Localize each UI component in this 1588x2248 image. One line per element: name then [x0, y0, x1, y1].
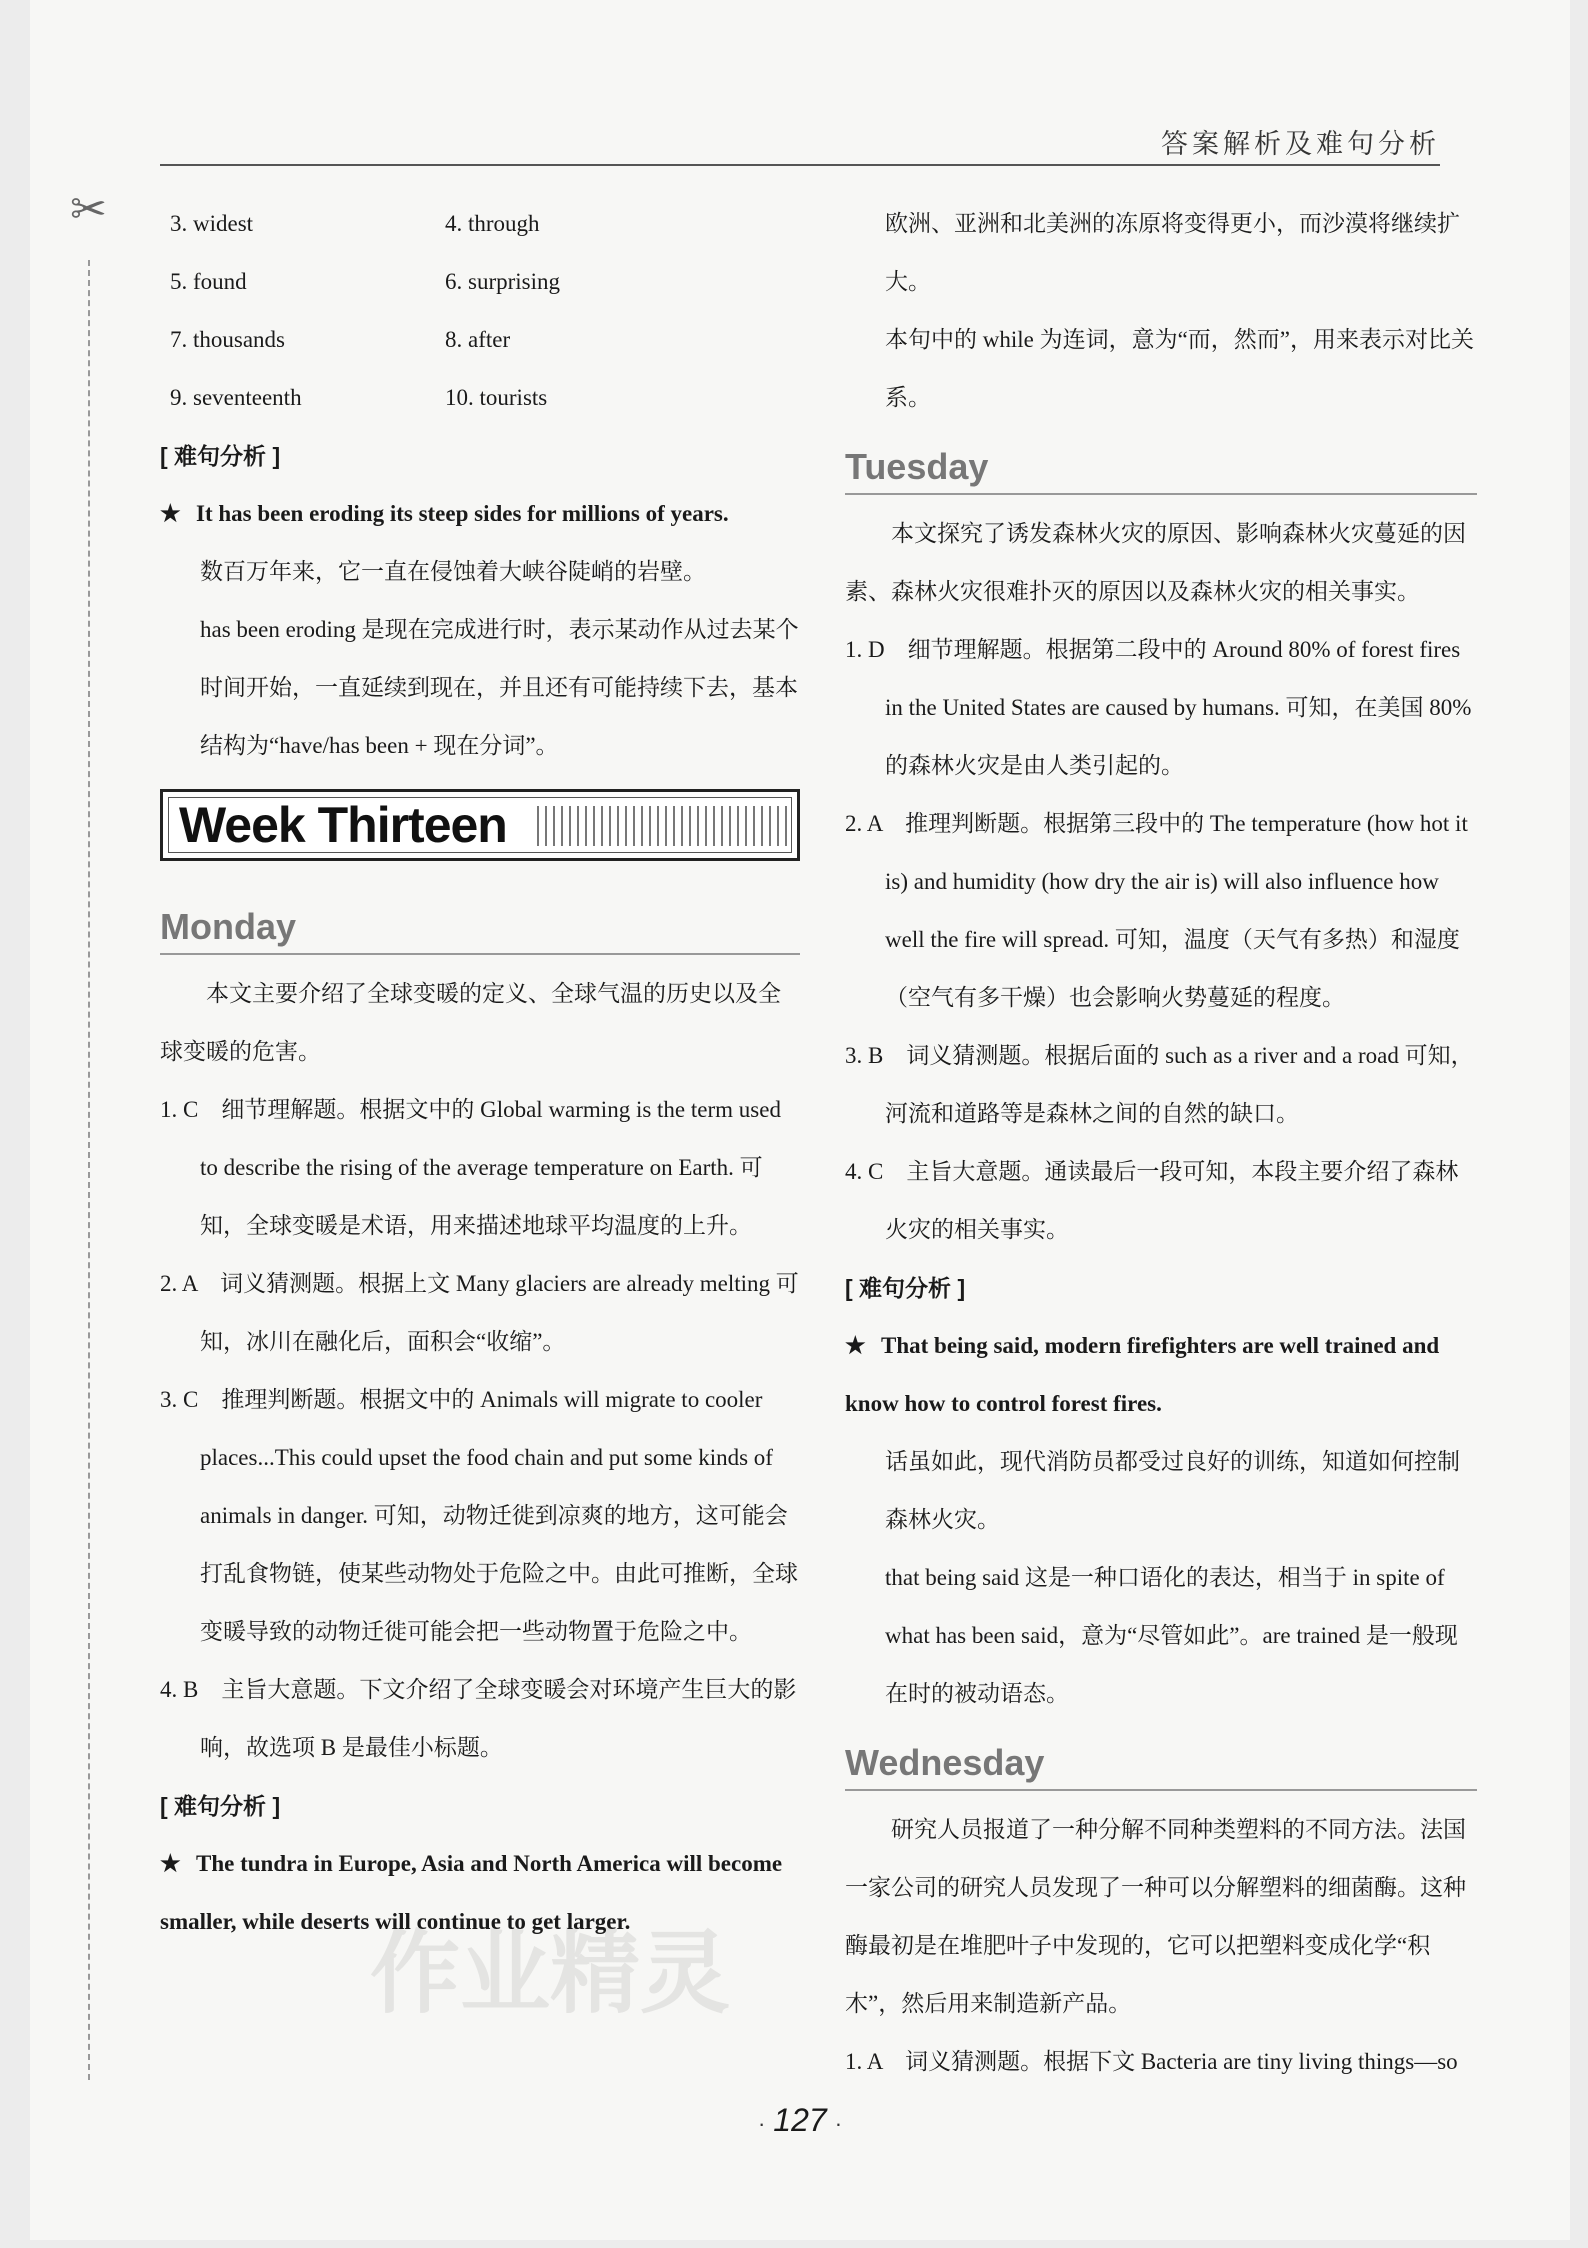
cut-line — [88, 260, 90, 2080]
watermark: 作业精灵 — [370, 1921, 730, 2026]
answer-explanation: 1. D 细节理解题。根据第二段中的 Around 80% of forest fires in the United States are caused by humans. 可知，在美国 80% 的森林火灾是由人类引起的。 — [845, 637, 1472, 778]
day-heading: Wednesday — [845, 1737, 1477, 1791]
answer-list — [160, 195, 800, 427]
answer-item: 10. tourists — [445, 385, 548, 410]
key-sentence: ★ That being said, modern firefighters are well trained and know how to control forest fires. — [845, 1317, 1477, 1433]
answer-explanation: 2. A 推理判断题。根据第三段中的 The temperature (how hot it is) and humidity (how dry the air is) will also influence how well the fire will spread. 可知，温度（天气有多热）和湿度（空气有多干燥）也会影响火势蔓延的程度。 — [845, 811, 1468, 1010]
day-heading: Monday — [160, 901, 800, 955]
summary: 研究人员报道了一种分解不同种类塑料的不同方法。法国一家公司的研究人员发现了一种可以分解塑料的细菌酶。这种酶最初是在堆肥叶子中发现的，它可以把塑料变成化学“积木”，然后用来制造新产品。 — [845, 1817, 1466, 2016]
explanation: that being said 这是一种口语化的表达，相当于 in spite of what has been said，意为“尽管如此”。are trained 是一般现在时的被动语态。 — [885, 1565, 1458, 1706]
answer-explanation: 3. C 推理判断题。根据文中的 Animals will migrate to cooler places...This could upset the food chain and put some kinds of animals in danger. 可知，动物迁徙到凉爽的地方，这可能会打乱食物链，使某些动物处于危险之中。由此可推断，全球变暖导致的动物迁徙可能会把一些动物置于危险之中。 — [160, 1387, 798, 1644]
section-heading: [ 难句分析 ] — [845, 1275, 966, 1301]
section-heading: [ 难句分析 ] — [160, 1793, 281, 1819]
star-icon: ★ — [160, 501, 181, 526]
answer-explanation: 4. B 主旨大意题。下文介绍了全球变暖会对环境产生巨大的影响，故选项 B 是最佳小标题。 — [160, 1677, 797, 1760]
answer-item: 4. through — [445, 211, 540, 236]
answer-explanation: 3. B 词义猜测题。根据后面的 such as a river and a road 可知，河流和道路等是森林之间的自然的缺口。 — [845, 1043, 1474, 1126]
summary: 本文探究了诱发森林火灾的原因、影响森林火灾蔓延的因素、森林火灾很难扑灭的原因以及森林火灾的相关事实。 — [845, 521, 1466, 604]
page — [30, 0, 1570, 2240]
summary: 本文主要介绍了全球变暖的定义、全球气温的历史以及全球变暖的危害。 — [160, 981, 781, 1064]
answer-item: 9. seventeenth — [170, 385, 302, 410]
key-sentence: ★ The tundra in Europe, Asia and North America will become smaller, while deserts will continue to get larger. — [160, 1835, 800, 1951]
answer-item: 8. after — [445, 327, 511, 352]
answer-explanation: 1. C 细节理解题。根据文中的 Global warming is the term used to describe the rising of the average temperature on Earth. 可知，全球变暖是术语，用来描述地球平均温度的上升。 — [160, 1097, 781, 1238]
explanation: 本句中的 while 为连词，意为“而，然而”，用来表示对比关系。 — [885, 327, 1475, 410]
answer-explanation: 2. A 词义猜测题。根据上文 Many glaciers are already melting 可知，冰川在融化后，面积会“收缩”。 — [160, 1271, 799, 1354]
translation: 话虽如此，现代消防员都受过良好的训练，知道如何控制森林火灾。 — [885, 1449, 1460, 1532]
week-banner — [160, 789, 800, 861]
week-title: Week Thirteen — [179, 797, 507, 853]
answer-item: 7. thousands — [170, 327, 285, 352]
answer-item: 5. found — [170, 269, 247, 294]
key-sentence: ★ It has been eroding its steep sides for millions of years. — [160, 485, 800, 543]
star-icon: ★ — [160, 1851, 181, 1876]
answer-item: 3. widest — [170, 211, 254, 236]
translation: 数百万年来，它一直在侵蚀着大峡谷陡峭的岩壁。 — [200, 559, 706, 584]
banner-stripes — [537, 806, 787, 846]
day-heading: Tuesday — [845, 441, 1477, 495]
running-header: 答案解析及难句分析 — [1161, 129, 1440, 159]
answer-explanation: 4. C 主旨大意题。通读最后一段可知，本段主要介绍了森林火灾的相关事实。 — [845, 1159, 1459, 1242]
answer-item: 6. surprising — [445, 269, 560, 294]
left-column — [160, 195, 800, 1951]
page-number: · 127 · — [757, 2102, 843, 2138]
header-rule — [160, 164, 1440, 166]
right-column — [845, 195, 1477, 2091]
scissors-icon: ✂ — [70, 185, 107, 234]
star-icon: ★ — [845, 1333, 866, 1358]
translation: 欧洲、亚洲和北美洲的冻原将变得更小，而沙漠将继续扩大。 — [885, 211, 1460, 294]
answer-explanation: 1. A 词义猜测题。根据下文 Bacteria are tiny living things—so — [845, 2049, 1458, 2074]
section-heading: [ 难句分析 ] — [160, 443, 281, 469]
explanation: has been eroding 是现在完成进行时，表示某动作从过去某个时间开始，一直延续到现在，并且还有可能持续下去，基本结构为“have/has been + 现在分词”。 — [200, 617, 799, 758]
